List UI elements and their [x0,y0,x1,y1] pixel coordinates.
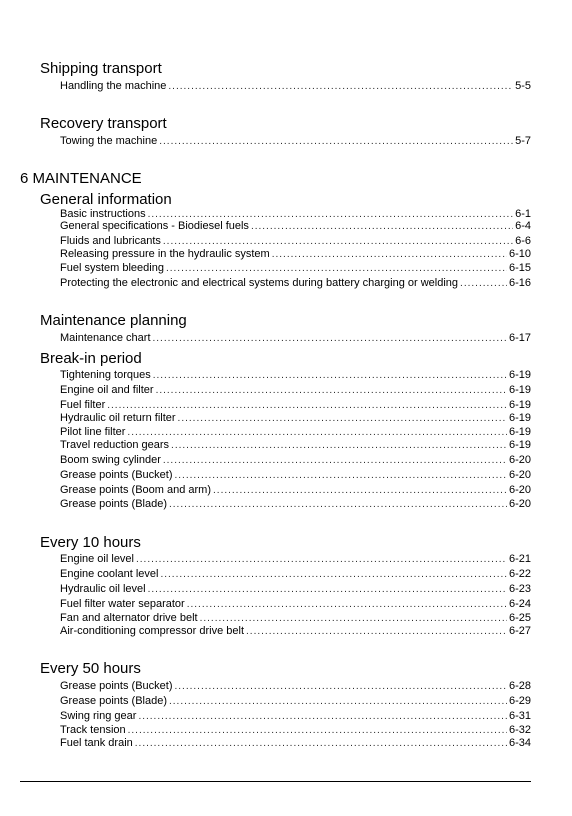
dot-leader [169,498,507,512]
toc-entry-text: Hydraulic oil level [60,583,146,595]
toc-entry[interactable] [60,438,531,452]
dot-leader [246,625,507,639]
toc-entry-text: Engine oil level [60,553,134,565]
toc-entry-page: 6-20 [508,469,531,481]
toc-entry-page: 6-17 [508,332,531,344]
dot-leader [187,598,507,612]
toc-entry-text: Tightening torques [60,369,151,381]
toc-entry-text: Track tension [60,724,126,736]
chapter-title: 6 MAINTENANCE [20,170,142,187]
toc-entry-text: Fan and alternator drive belt [60,612,198,624]
toc-entry-page: 6-34 [508,737,531,749]
toc-entry[interactable] [60,624,531,638]
toc-entry[interactable] [60,582,531,596]
toc-entry-page: 5-5 [515,80,531,92]
toc-entry-text: Travel reduction gears [60,439,170,451]
toc-entry-page: 6-25 [508,612,531,624]
toc-entry-page: 6-28 [508,680,531,692]
dot-leader [160,568,507,582]
toc-entry[interactable] [60,709,531,723]
toc-entry-text: Pilot line filter [60,426,126,438]
dot-leader [169,695,507,709]
toc-entry[interactable] [60,134,531,148]
dot-leader [213,484,507,498]
toc-entry-text: Grease points (Boom and arm) [60,484,212,496]
toc-entry[interactable] [60,483,531,497]
dot-leader [153,369,507,383]
section-title-every-50-hours: Every 50 hours [40,660,141,677]
toc-entry-page: 6-1 [515,208,531,220]
toc-entry-text: Maintenance chart [60,332,151,344]
toc-entry[interactable] [60,611,531,625]
toc-entry-text: Fuel system bleeding [60,262,164,274]
toc-entry-text: Hydraulic oil return filter [60,412,176,424]
dot-leader [156,384,507,398]
toc-entry-page: 6-19 [508,384,531,396]
toc-entry[interactable] [60,736,531,750]
toc-entry-page: 6-23 [508,583,531,595]
dot-leader [148,583,507,597]
toc-entry-page: 6-19 [508,369,531,381]
toc-entry[interactable] [60,331,531,345]
toc-entry-text: Engine coolant level [60,568,159,580]
section-title-maintenance-planning: Maintenance planning [40,312,187,329]
dot-leader [153,332,507,346]
toc-entry-text: Fuel filter water separator [60,598,185,610]
section-title-shipping-transport: Shipping transport [40,60,162,77]
toc-entry[interactable] [60,723,531,737]
toc-entry-page: 6-19 [508,399,531,411]
toc-entry-page: 6-20 [508,484,531,496]
toc-entry-text: Releasing pressure in the hydraulic system [60,248,270,260]
toc-entry-page: 6-24 [508,598,531,610]
toc-entry[interactable] [60,411,531,425]
toc-entry-text: Boom swing cylinder [60,454,161,466]
toc-entry[interactable] [60,567,531,581]
dot-leader [175,469,507,483]
section-title-recovery-transport: Recovery transport [40,115,167,132]
toc-entry-text: Air-conditioning compressor drive belt [60,625,245,637]
toc-entry-text: Fuel filter [60,399,106,411]
toc-entry-text: General specifications - Biodiesel fuels [60,220,249,232]
toc-entry-page: 6-29 [508,695,531,707]
toc-entry-page: 6-15 [508,262,531,274]
toc-entry[interactable] [60,383,531,397]
toc-entry[interactable] [60,234,531,248]
toc-entry-page: 6-16 [508,277,531,289]
toc-entry[interactable] [60,497,531,511]
toc-entry-text: Grease points (Bucket) [60,680,173,692]
toc-entry-text: Basic instructions [60,208,146,220]
toc-entry[interactable] [60,425,531,439]
toc-entry[interactable] [60,219,531,233]
dot-leader [136,553,507,567]
toc-entry[interactable] [60,261,531,275]
dot-leader [138,710,507,724]
toc-entry-text: Grease points (Bucket) [60,469,173,481]
dot-leader [272,248,507,262]
toc-entry-page: 6-19 [508,439,531,451]
dot-leader [175,680,507,694]
toc-entry-text: Engine oil and filter [60,384,154,396]
toc-entry[interactable] [60,79,531,93]
toc-entry-page: 6-20 [508,454,531,466]
toc-entry-text: Protecting the electronic and electrical systems during battery charging or welding [60,277,459,289]
toc-entry-text: Swing ring gear [60,710,137,722]
toc-entry[interactable] [60,276,531,290]
dot-leader [178,412,507,426]
toc-entry-page: 6-6 [515,235,531,247]
section-title-break-in-period: Break-in period [40,350,142,367]
toc-entry-text: Grease points (Blade) [60,498,167,510]
toc-entry[interactable] [60,468,531,482]
toc-entry-page: 6-19 [508,412,531,424]
section-title-general-information: General information [40,191,172,208]
toc-entry-page: 6-10 [508,248,531,260]
toc-entry[interactable] [60,247,531,261]
section-title-every-10-hours: Every 10 hours [40,534,141,551]
toc-entry[interactable] [60,694,531,708]
dot-leader [251,220,513,234]
toc-entry-page: 6-19 [508,426,531,438]
toc-entry-page: 6-4 [515,220,531,232]
toc-entry[interactable] [60,597,531,611]
toc-entry-page: 5-7 [515,135,531,147]
dot-leader [135,737,507,751]
toc-entry-page: 6-27 [508,625,531,637]
toc-entry-page: 6-22 [508,568,531,580]
dot-leader [168,80,513,94]
toc-entry-page: 6-20 [508,498,531,510]
toc-entry-text: Fuel tank drain [60,737,133,749]
toc-entry[interactable] [60,453,531,467]
dot-leader [159,135,513,149]
toc-entry-text: Towing the machine [60,135,158,147]
footer-rule [20,781,531,782]
dot-leader [163,454,507,468]
toc-entry[interactable] [60,398,531,412]
toc-entry-text: Fluids and lubricants [60,235,161,247]
toc-entry[interactable] [60,368,531,382]
dot-leader [460,277,507,291]
toc-entry-text: Grease points (Blade) [60,695,167,707]
dot-leader [171,439,507,453]
toc-entry-page: 6-21 [508,553,531,565]
toc-entry[interactable] [60,552,531,566]
dot-leader [166,262,507,276]
toc-entry[interactable] [60,679,531,693]
toc-entry-text: Handling the machine [60,80,167,92]
toc-entry-page: 6-32 [508,724,531,736]
toc-entry-page: 6-31 [508,710,531,722]
